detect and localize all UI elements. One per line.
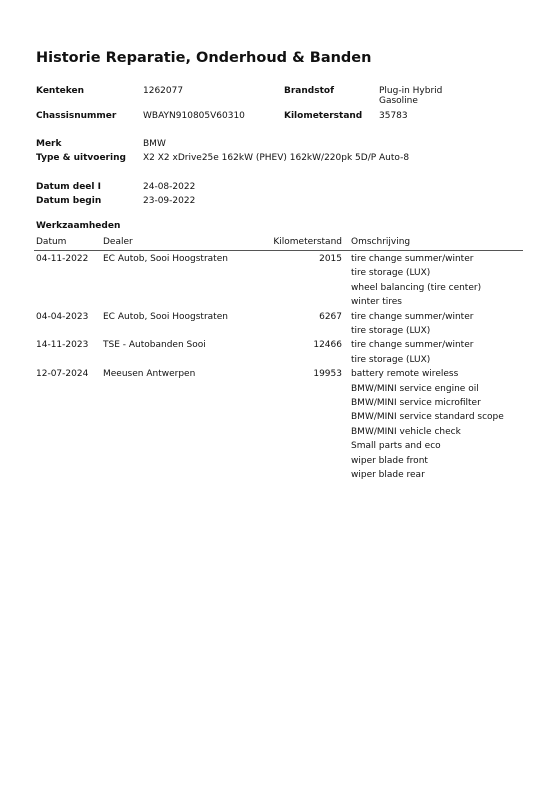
- row-omschrijving: [351, 338, 558, 367]
- type-label: Type & uitvoering: [36, 153, 126, 163]
- omschrijving-item: tire change summer/winter: [351, 340, 474, 351]
- chassis-value: WBAYN910805V60310: [143, 111, 245, 121]
- row-dealer: EC Autob, Sooi Hoogstraten: [103, 254, 228, 264]
- kenteken-value: 1262077: [143, 86, 184, 96]
- chassis-label: Chassisnummer: [36, 111, 117, 121]
- kenteken-label: Kenteken: [36, 86, 84, 96]
- datum-deel-label: Datum deel I: [36, 182, 101, 192]
- table-header-divider: [34, 250, 523, 251]
- row-dealer: Meeusen Antwerpen: [103, 369, 196, 380]
- omschrijving-item: wiper blade rear: [351, 470, 425, 481]
- omschrijving-item: BMW/MINI service engine oil: [351, 383, 479, 394]
- row-date: 12-07-2024: [36, 369, 89, 380]
- column-header-dealer: Dealer: [103, 237, 133, 247]
- row-omschrijving: [351, 367, 558, 482]
- table-row: [0, 252, 558, 310]
- omschrijving-item: tire storage (LUX): [351, 268, 431, 279]
- omschrijving-item: tire storage (LUX): [351, 354, 431, 365]
- kilometerstand-label: Kilometerstand: [284, 111, 363, 121]
- kilometerstand-value: 35783: [379, 111, 408, 121]
- row-kilometerstand: 2015: [319, 254, 342, 264]
- row-date: 04-11-2022: [36, 254, 89, 264]
- merk-label: Merk: [36, 139, 62, 149]
- row-date: 04-04-2023: [36, 311, 89, 322]
- row-kilometerstand: 6267: [319, 311, 342, 322]
- row-omschrijving: [351, 252, 558, 310]
- merk-value: BMW: [143, 139, 166, 149]
- table-row: [0, 310, 558, 339]
- omschrijving-item: wiper blade front: [351, 455, 428, 466]
- brandstof-label: Brandstof: [284, 86, 334, 96]
- datum-deel-value: 24-08-2022: [143, 182, 196, 192]
- omschrijving-item: BMW/MINI vehicle check: [351, 426, 461, 437]
- table-row: [0, 338, 558, 367]
- brandstof-value-line1: Plug-in Hybrid: [379, 86, 443, 96]
- omschrijving-item: tire change summer/winter: [351, 311, 474, 322]
- omschrijving-item: wheel balancing (tire center): [351, 282, 482, 293]
- column-header-omschrijving: Omschrijving: [351, 237, 411, 247]
- row-omschrijving: [351, 310, 558, 339]
- row-dealer: EC Autob, Sooi Hoogstraten: [103, 311, 228, 322]
- omschrijving-item: battery remote wireless: [351, 369, 459, 380]
- page-title: Historie Reparatie, Onderhoud & Banden: [36, 50, 372, 66]
- datum-begin-label: Datum begin: [36, 196, 102, 206]
- type-value: X2 X2 xDrive25e 162kW (PHEV) 162kW/220pk 5D/P Auto-8: [143, 153, 410, 163]
- datum-begin-value: 23-09-2022: [143, 196, 196, 206]
- omschrijving-item: tire change summer/winter: [351, 254, 474, 264]
- table-body: [0, 252, 558, 483]
- row-kilometerstand: 12466: [313, 340, 342, 351]
- omschrijving-item: winter tires: [351, 297, 402, 308]
- row-date: 14-11-2023: [36, 340, 89, 351]
- brandstof-value-line2: Gasoline: [379, 96, 418, 106]
- table-row: [0, 367, 558, 482]
- row-kilometerstand: 19953: [313, 369, 342, 380]
- column-header-kilometerstand: Kilometerstand: [273, 237, 342, 247]
- omschrijving-item: BMW/MINI service microfilter: [351, 398, 481, 409]
- omschrijving-item: Small parts and eco: [351, 441, 441, 452]
- omschrijving-item: tire storage (LUX): [351, 326, 431, 337]
- row-dealer: TSE - Autobanden Sooi: [103, 340, 206, 351]
- omschrijving-item: BMW/MINI service standard scope: [351, 412, 504, 423]
- section-title-werkzaamheden: Werkzaamheden: [36, 221, 121, 231]
- column-header-datum: Datum: [36, 237, 67, 247]
